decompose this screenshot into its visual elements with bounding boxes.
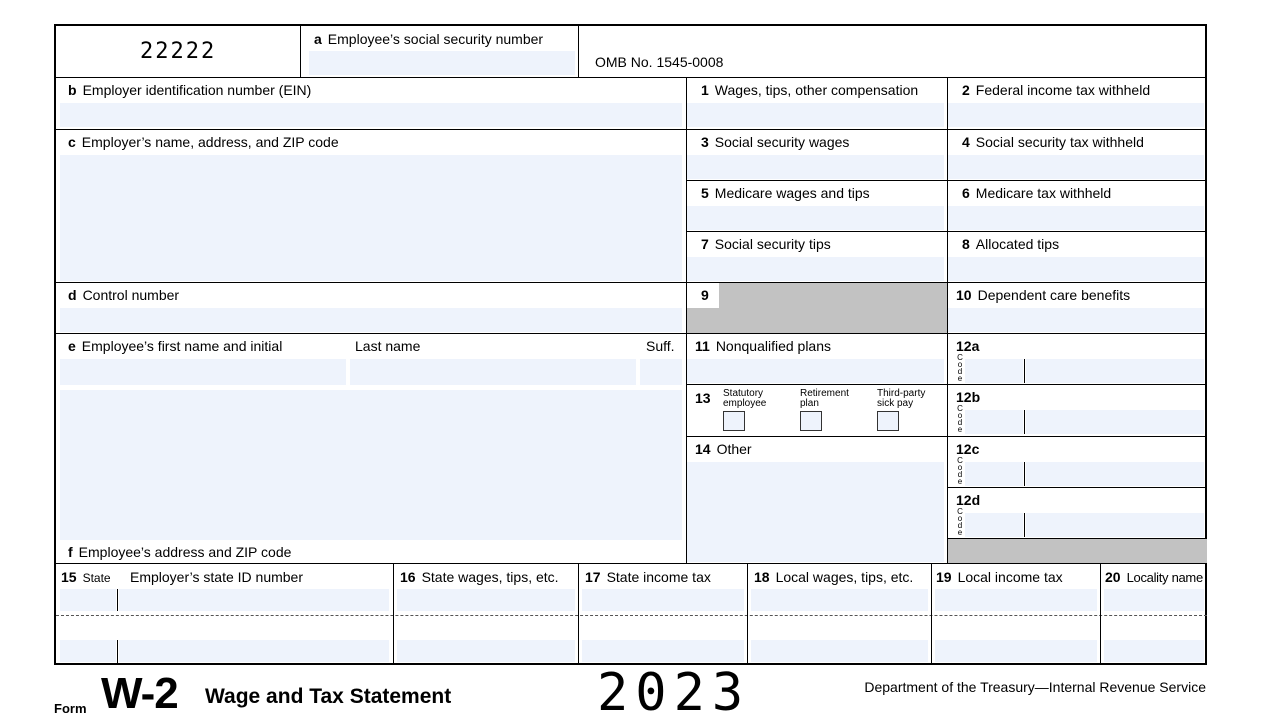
state-label: State (82, 571, 111, 585)
box-4: 4 Social security tax withheld (947, 129, 1207, 180)
box-9 (686, 282, 947, 333)
ss-wages-field[interactable] (687, 155, 944, 179)
ss-tips-field[interactable] (687, 257, 944, 281)
last-name-field[interactable] (350, 359, 636, 385)
ssn-field[interactable] (309, 51, 575, 75)
box-12-shade (947, 538, 1207, 563)
box-1-label: Wages, tips, other compensation (714, 82, 919, 98)
box-c-label: Employer’s name, address, and ZIP code (81, 134, 339, 150)
ein-field[interactable] (60, 103, 682, 127)
box-12b-number: 12b (956, 389, 981, 405)
form-code: 22222 (140, 39, 217, 64)
first-name-field[interactable] (60, 359, 346, 385)
box-14-label: Other (716, 441, 752, 457)
medicare-tax-field[interactable] (948, 206, 1204, 230)
locality-field-1[interactable] (1104, 589, 1204, 611)
control-number-field[interactable] (60, 308, 682, 332)
box-18-label: Local wages, tips, etc. (775, 569, 914, 585)
box-12c (947, 436, 1207, 487)
box-12a-code-field[interactable] (965, 359, 1023, 383)
other-field[interactable] (687, 462, 944, 562)
code-label: C o d e (957, 456, 963, 486)
department: Department of the Treasury—Internal Revenue Service (864, 679, 1206, 695)
code-label: C o d e (957, 404, 963, 434)
box-12b (947, 384, 1207, 436)
state-id-field-1[interactable] (119, 589, 389, 611)
state-wages-field-2[interactable] (397, 640, 575, 662)
state-field-1[interactable] (60, 589, 116, 611)
box-11: 11 Nonqualified plans (686, 333, 947, 384)
wages-field[interactable] (687, 103, 944, 127)
federal-tax-field[interactable] (948, 103, 1204, 127)
box-16: 16 State wages, tips, etc. (393, 564, 578, 664)
box-a-label: Employee’s social security number (327, 31, 544, 47)
box-12a-amount-field[interactable] (1026, 359, 1204, 383)
box-a (300, 26, 578, 77)
box-10: 10 Dependent care benefits (947, 282, 1207, 333)
state-tax-field-1[interactable] (582, 589, 744, 611)
employer-address-field[interactable] (60, 155, 682, 281)
tax-year: 2023 (597, 663, 751, 723)
form-name: W-2 (101, 669, 178, 718)
box-16-label: State wages, tips, etc. (421, 569, 559, 585)
box-d-label: Control number (82, 287, 180, 303)
suffix-label: Suff. (646, 338, 675, 354)
box-12d-number: 12d (956, 492, 981, 508)
state-field-2[interactable] (60, 640, 116, 662)
box-5-label: Medicare wages and tips (714, 185, 870, 201)
allocated-tips-field[interactable] (948, 257, 1204, 281)
box-13-number: 13 (695, 390, 711, 406)
box-12a (947, 333, 1207, 384)
local-wages-field-2[interactable] (751, 640, 928, 662)
box-18: 18 Local wages, tips, etc. (747, 564, 931, 664)
nonqualified-plans-field[interactable] (687, 359, 944, 383)
medicare-wages-field[interactable] (687, 206, 944, 230)
state-id-field-2[interactable] (119, 640, 389, 662)
state-tax-field-2[interactable] (582, 640, 744, 662)
last-name-label: Last name (355, 338, 421, 354)
omb-number: OMB No. 1545-0008 (595, 54, 724, 70)
box-13: 13 Statutory employee Retirement plan Third-party sick pay (686, 384, 947, 436)
box-12c-number: 12c (956, 441, 980, 457)
box-11-label: Nonqualified plans (715, 338, 832, 354)
box-9-number: 9 (701, 287, 709, 303)
box-7-label: Social security tips (714, 236, 831, 252)
box-4-label: Social security tax withheld (975, 134, 1144, 150)
box-17: 17 State income tax (578, 564, 747, 664)
box-19: 19 Local income tax (931, 564, 1100, 664)
box-e-f: e Employee’s first name and initial Last name Suff. f Employee’s address and ZIP code (56, 333, 686, 563)
box-12b-amount-field[interactable] (1026, 410, 1204, 434)
box-15-label: Employer’s state ID number (130, 569, 303, 585)
box-d: d Control number (56, 282, 686, 333)
box-6-label: Medicare tax withheld (975, 185, 1112, 201)
local-tax-field-2[interactable] (935, 640, 1097, 662)
box-6: 6 Medicare tax withheld (947, 180, 1207, 231)
box-b: b Employer identification number (EIN) (56, 77, 686, 129)
box-12c-code-field[interactable] (965, 462, 1023, 486)
box-12d-code-field[interactable] (965, 513, 1023, 537)
box-12a-number: 12a (956, 338, 980, 354)
box-20-label: Locality name (1126, 570, 1203, 585)
box-14: 14 Other (686, 436, 947, 563)
box-3-label: Social security wages (714, 134, 850, 150)
ss-tax-field[interactable] (948, 155, 1204, 179)
local-wages-field-1[interactable] (751, 589, 928, 611)
box-12c-amount-field[interactable] (1026, 462, 1204, 486)
code-label: C o d e (957, 353, 963, 383)
box-17-label: State income tax (606, 569, 711, 585)
local-tax-field-1[interactable] (935, 589, 1097, 611)
box-12d-amount-field[interactable] (1026, 513, 1204, 537)
box-3: 3 Social security wages (686, 129, 947, 180)
box-a-letter: a (314, 31, 322, 47)
box-e-label: Employee’s first name and initial (81, 338, 283, 354)
form-title: Wage and Tax Statement (205, 685, 452, 708)
omb-cell (578, 26, 1207, 77)
form-word: Form (54, 701, 87, 716)
dependent-care-field[interactable] (948, 308, 1204, 332)
box-19-label: Local income tax (957, 569, 1063, 585)
box-10-label: Dependent care benefits (977, 287, 1131, 303)
w2-form (54, 24, 1207, 665)
statutory-employee-checkbox[interactable] (723, 411, 745, 431)
box-2: 2 Federal income tax withheld (947, 77, 1207, 129)
box-8-label: Allocated tips (975, 236, 1060, 252)
box-2-label: Federal income tax withheld (975, 82, 1151, 98)
suffix-field[interactable] (640, 359, 682, 385)
third-party-sick-pay-checkbox[interactable] (877, 411, 899, 431)
box-12b-code-field[interactable] (965, 410, 1023, 434)
box-b-label: Employer identification number (EIN) (82, 82, 312, 98)
state-wages-field-1[interactable] (397, 589, 575, 611)
box-9-shade (719, 283, 947, 333)
box-8: 8 Allocated tips (947, 231, 1207, 282)
employee-address-field[interactable] (60, 390, 682, 540)
box-12d (947, 487, 1207, 538)
locality-field-2[interactable] (1104, 640, 1204, 662)
box-1: 1 Wages, tips, other compensation (686, 77, 947, 129)
box-5: 5 Medicare wages and tips (686, 180, 947, 231)
form-code-cell (56, 26, 300, 77)
box-7: 7 Social security tips (686, 231, 947, 282)
state-section: 15 State Employer’s state ID number 16 State wages, tips, etc. 17 State income tax 18 Local wages, tips, etc. 19 Local income tax 20 Locality name (56, 563, 1207, 665)
box-c: c Employer’s name, address, and ZIP code (56, 129, 686, 282)
box-20: 20 Locality name (1100, 564, 1207, 664)
retirement-plan-checkbox[interactable] (800, 411, 822, 431)
code-label: C o d e (957, 507, 963, 537)
box-f-label: Employee’s address and ZIP code (78, 544, 292, 560)
